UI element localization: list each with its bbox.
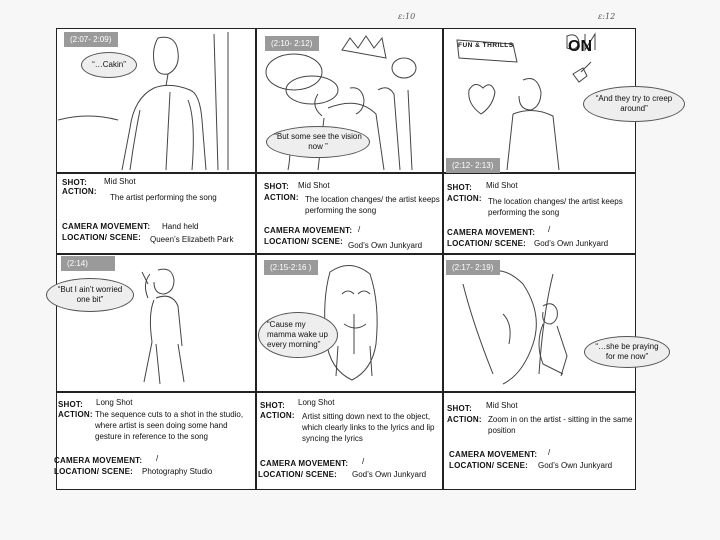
frame-4-shot-label: SHOT: bbox=[58, 400, 83, 409]
frame-4-action-label: ACTION: bbox=[58, 410, 93, 419]
frame-1-location-value: Queen’s Elizabeth Park bbox=[150, 235, 234, 244]
frame-3-location-value: God’s Own Junkyard bbox=[534, 239, 609, 248]
frame-2-location-label: LOCATION/ SCENE: bbox=[264, 237, 344, 246]
page-number-mid: ε:10 bbox=[398, 12, 416, 21]
frame-6-action-value: Zoom in on the artist - sitting in the same position bbox=[488, 415, 633, 435]
frame-2-camera-value: / bbox=[358, 225, 361, 234]
frame-5-action-value: Artist sitting down next to the object, which clearly links to the lyrics and lip syncing the lyrics bbox=[302, 412, 435, 443]
frame-3-shot-value: Mid Shot bbox=[486, 181, 518, 190]
frame-3-camera-value: / bbox=[548, 225, 551, 234]
frame-4-camera-label: CAMERA MOVEMENT: bbox=[54, 456, 143, 465]
frame-3-location-label: LOCATION/ SCENE: bbox=[447, 239, 527, 248]
frame-2-shot-value: Mid Shot bbox=[298, 181, 330, 190]
frame-3-lyric-bubble: “And they try to creep around” bbox=[583, 86, 685, 122]
frame-1-location-label: LOCATION/ SCENE: bbox=[62, 233, 142, 242]
frame-4-camera-value: / bbox=[156, 454, 159, 463]
frame-3-camera-label: CAMERA MOVEMENT: bbox=[447, 228, 536, 237]
frame-3-shot-label: SHOT: bbox=[447, 183, 472, 192]
frame-4-timestamp: (2:14) bbox=[61, 256, 115, 271]
frame-1-shot-value: Mid Shot bbox=[104, 177, 136, 186]
page-number-right: ε:12 bbox=[598, 12, 616, 21]
frame-5-camera-label: CAMERA MOVEMENT: bbox=[260, 459, 349, 468]
frame-5-timestamp: (2:15-2:16 ) bbox=[264, 260, 318, 275]
frame-4-location-label: LOCATION/ SCENE: bbox=[54, 467, 134, 476]
frame-6-shot-label: SHOT: bbox=[447, 404, 472, 413]
frame-6-location-value: God’s Own Junkyard bbox=[538, 461, 613, 470]
frame-3-action-label: ACTION: bbox=[447, 194, 482, 203]
frame-2-shot-label: SHOT: bbox=[264, 182, 289, 191]
frame-6-timestamp: (2:17- 2:19) bbox=[446, 260, 500, 275]
frame-2-location-value: God’s Own Junkyard bbox=[348, 241, 423, 250]
frame-2-camera-label: CAMERA MOVEMENT: bbox=[264, 226, 353, 235]
frame-4-location-value: Photography Studio bbox=[142, 467, 213, 476]
frame-3-sign-on: ON bbox=[568, 38, 592, 55]
frame-2-timestamp: (2:10- 2:12) bbox=[265, 36, 319, 51]
frame-2-action-label: ACTION: bbox=[264, 193, 299, 202]
frame-5-lyric-bubble: “Cause my mamma wake up every morning” bbox=[258, 312, 338, 358]
grid-divider bbox=[57, 391, 635, 393]
frame-2-action-value: The location changes/ the artist keeps performing the song bbox=[305, 195, 440, 215]
frame-1-action-value: The artist performing the song bbox=[110, 193, 217, 202]
frame-5-shot-label: SHOT: bbox=[260, 401, 285, 410]
frame-6-shot-value: Mid Shot bbox=[486, 401, 518, 410]
frame-5-location-value: God’s Own Junkyard bbox=[352, 470, 427, 479]
frame-6-location-label: LOCATION/ SCENE: bbox=[449, 461, 529, 470]
frame-4-action-value: The sequence cuts to a shot in the studio, where artist is seen doing some hand gesture in reference to the song bbox=[95, 410, 244, 441]
grid-divider bbox=[255, 29, 257, 489]
frame-6-lyric-bubble: “…she be praying for me now” bbox=[584, 336, 670, 368]
frame-3-timestamp: (2:12- 2:13) bbox=[446, 158, 500, 173]
frame-4-lyric-bubble: “But I ain’t worried one bit” bbox=[46, 278, 134, 312]
frame-6-camera-label: CAMERA MOVEMENT: bbox=[449, 450, 538, 459]
frame-2-lyric-bubble: “But some see the vision now ” bbox=[266, 126, 370, 158]
frame-1-camera-label: CAMERA MOVEMENT: bbox=[62, 222, 151, 231]
frame-5-location-label: LOCATION/ SCENE: bbox=[258, 470, 338, 479]
frame-1-lyric-bubble: “…Cakin” bbox=[81, 52, 137, 78]
frame-5-action-label: ACTION: bbox=[260, 411, 295, 420]
grid-divider bbox=[57, 172, 635, 174]
frame-1-timestamp: (2:07- 2:09) bbox=[64, 32, 118, 47]
frame-1-action-label: ACTION: bbox=[62, 187, 97, 196]
frame-4-shot-value: Long Shot bbox=[96, 398, 133, 407]
frame-3-action-value: The location changes/ the artist keeps performing the song bbox=[488, 197, 623, 217]
frame-1-shot-label: SHOT: bbox=[62, 178, 87, 187]
frame-1-sketch bbox=[58, 30, 254, 170]
frame-5-shot-value: Long Shot bbox=[298, 398, 335, 407]
frame-6-action-label: ACTION: bbox=[447, 415, 482, 424]
frame-5-camera-value: / bbox=[362, 457, 365, 466]
frame-1-camera-value: Hand held bbox=[162, 222, 199, 231]
frame-6-camera-value: / bbox=[548, 448, 551, 457]
frame-4-sketch bbox=[58, 254, 254, 388]
frame-3-sign-fun: FUN & THRILLS bbox=[458, 42, 514, 49]
